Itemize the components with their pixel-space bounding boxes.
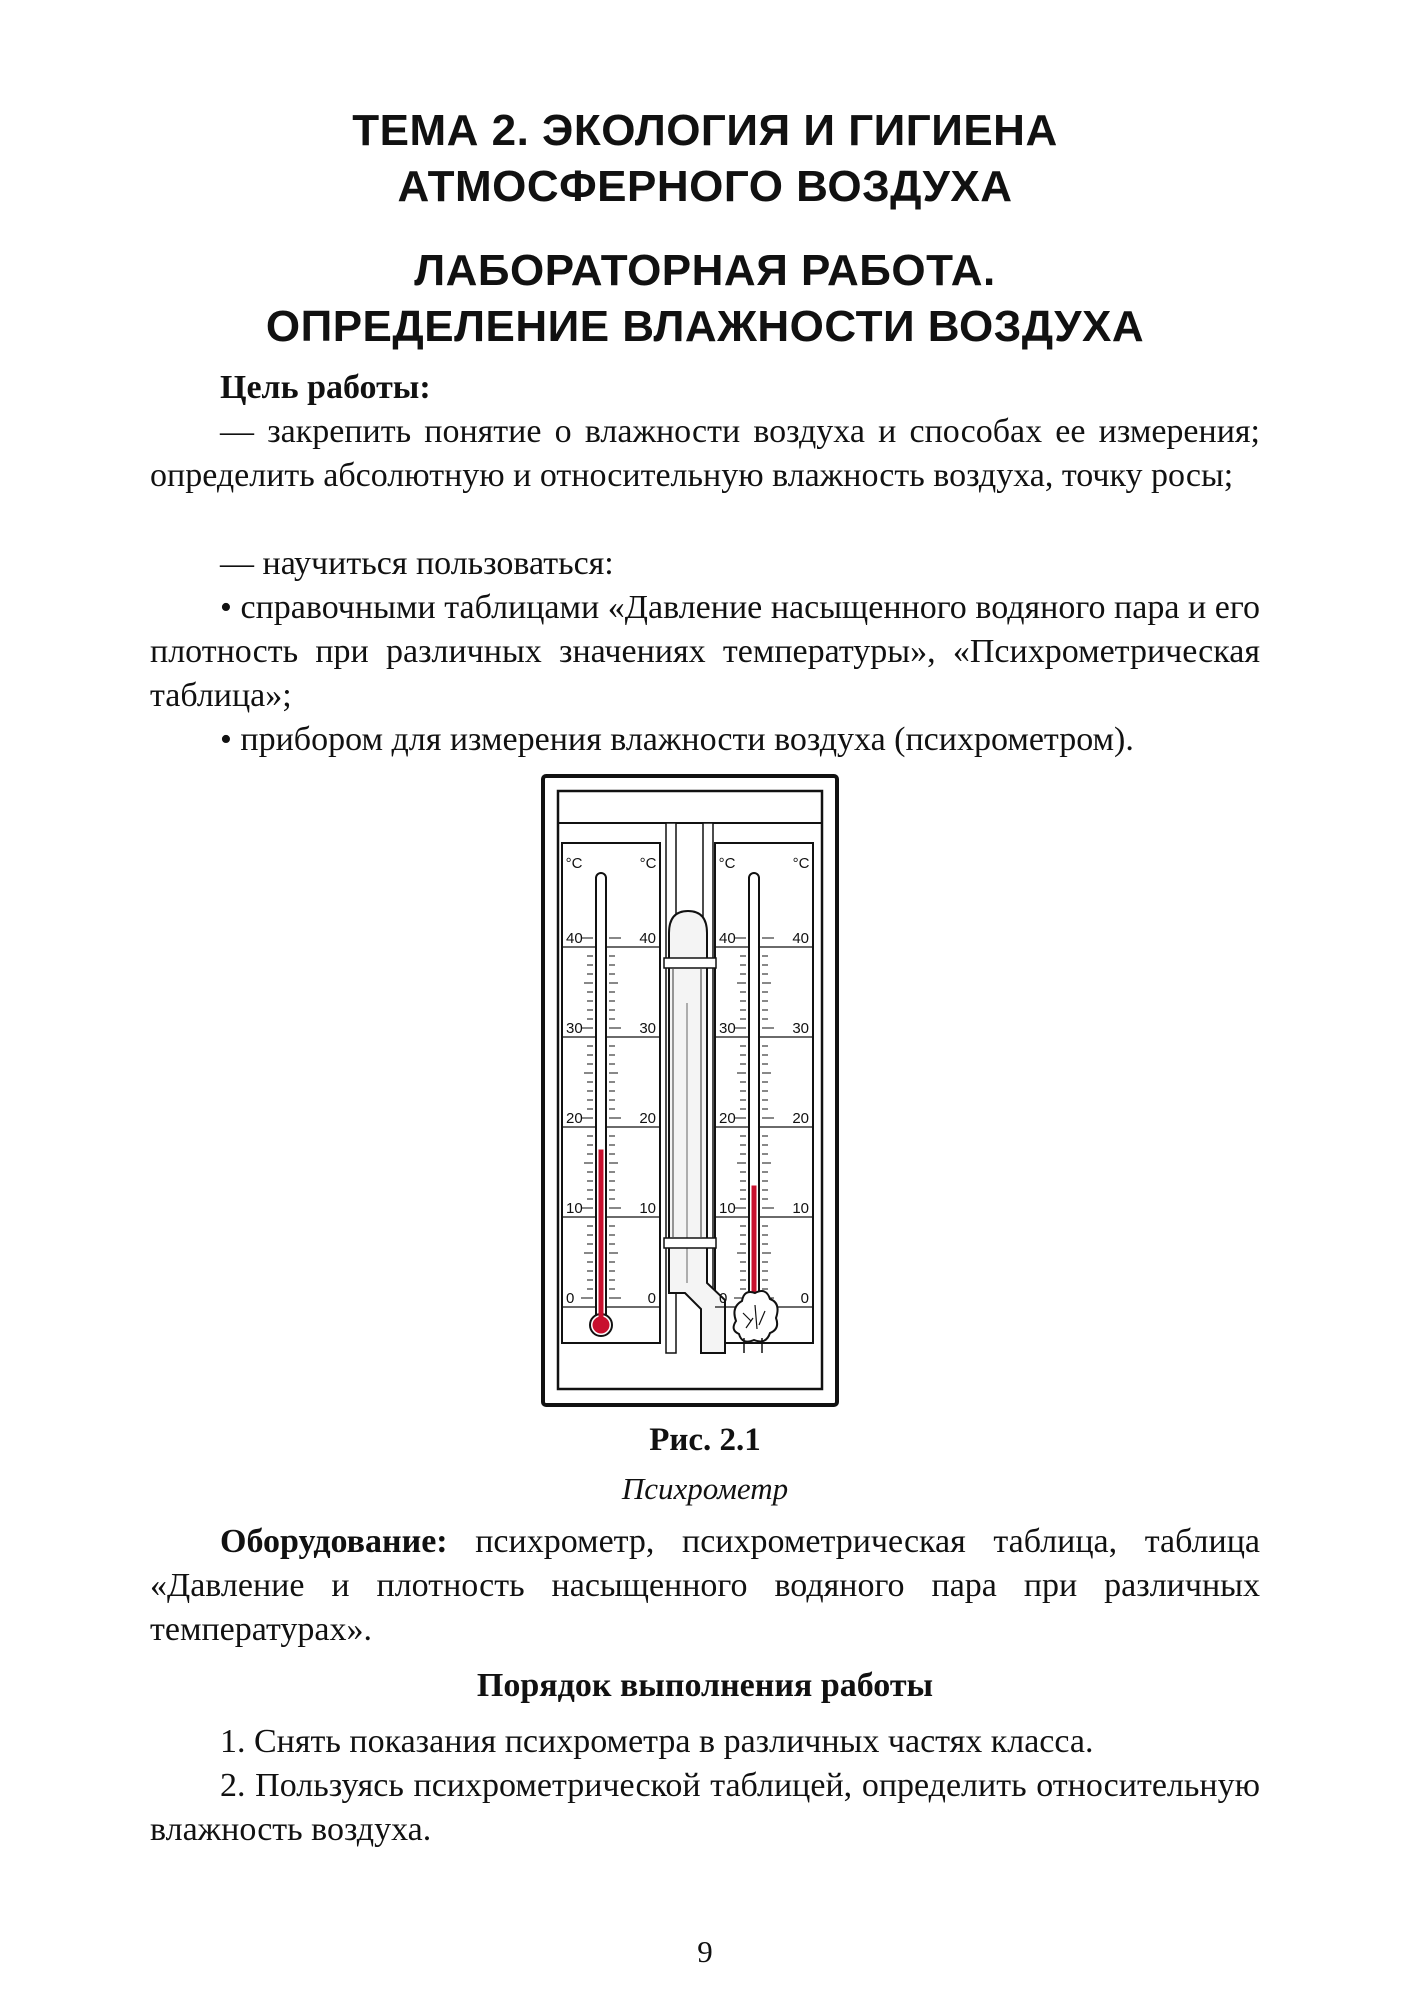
dry-unit-left: °C <box>565 855 583 872</box>
dry-tick-label-right: 40 <box>639 930 656 947</box>
dry-thermometer-mercury <box>599 1150 604 1326</box>
wet-tick-label-left: 10 <box>719 1200 736 1217</box>
wet-tick-label-left: 40 <box>719 930 736 947</box>
dry-tick-label-right: 0 <box>647 1290 656 1307</box>
dry-tick-label-right: 10 <box>639 1200 656 1217</box>
wet-unit-right: °C <box>792 855 810 872</box>
goals-heading: Цель работы: <box>220 369 431 406</box>
reservoir-clamp-top <box>664 958 716 968</box>
page-number: 9 <box>697 1934 713 1969</box>
equipment-text: психрометр, психрометрическая таблица, таблица «Давление и плотность насыщенного водяного пара при различных температурах». <box>150 1523 1260 1648</box>
lab-title <box>150 243 1260 355</box>
psychrometer-figure <box>540 773 840 1408</box>
dry-tick-label-right: 30 <box>639 1020 656 1037</box>
wet-tick-label-right: 0 <box>800 1290 809 1307</box>
lab-title-line-1: ЛАБОРАТОРНАЯ РАБОТА. <box>414 246 996 295</box>
equipment-label: Оборудование: <box>220 1523 448 1560</box>
goal-item-1: — закрепить понятие о влажности воздуха и способах ее измерения; определить абсолютную и относительную влажность воздуха, точку росы; <box>150 413 1260 494</box>
dry-tick-label-left: 40 <box>566 930 583 947</box>
dry-unit-right: °C <box>639 855 657 872</box>
wet-tick-label-left: 30 <box>719 1020 736 1037</box>
topic-title-line-2: АТМОСФЕРНОГО ВОЗДУХА <box>397 162 1013 211</box>
dry-tick-label-left: 30 <box>566 1020 583 1037</box>
wet-scale-panel <box>715 843 813 1343</box>
equipment-paragraph <box>150 1520 1260 1652</box>
dry-tick-label-right: 20 <box>639 1110 656 1127</box>
topic-title-line-1: ТЕМА 2. ЭКОЛОГИЯ И ГИГИЕНА <box>352 106 1058 155</box>
procedure-heading: Порядок выполнения работы <box>476 1667 934 1704</box>
figure-subcaption: Психрометр <box>621 1471 789 1506</box>
wet-tick-label-right: 40 <box>792 930 809 947</box>
goal-item-2a: • справочными таблицами «Давление насыщенного водяного пара и его плотность при различных значениях температуры», «Психрометрическая таблица»; <box>150 589 1260 714</box>
procedure-step-1: 1. Снять показания психрометра в различных частях класса. <box>220 1723 1094 1760</box>
dry-tick-label-left: 0 <box>566 1290 575 1307</box>
wet-tick-label-left: 0 <box>719 1290 728 1307</box>
dry-tick-label-left: 20 <box>566 1110 583 1127</box>
reservoir-clamp-bottom <box>664 1238 716 1248</box>
goal-item-2b: • прибором для измерения влажности воздуха (психрометром). <box>220 721 1134 758</box>
dry-scale-panel <box>562 843 660 1343</box>
dry-tick-label-left: 10 <box>566 1200 583 1217</box>
topic-title <box>150 103 1260 215</box>
wet-tick-label-right: 30 <box>792 1020 809 1037</box>
lab-title-line-2: ОПРЕДЕЛЕНИЕ ВЛАЖНОСТИ ВОЗДУХА <box>265 302 1145 351</box>
wet-unit-left: °C <box>718 855 736 872</box>
goal-item-2: — научиться пользоваться: <box>220 545 614 582</box>
procedure-step-2: 2. Пользуясь психрометрической таблицей, определить относительную влажность воздуха. <box>150 1767 1260 1848</box>
wet-tick-label-left: 20 <box>719 1110 736 1127</box>
dry-thermometer-bulb <box>593 1317 610 1334</box>
wet-tick-label-right: 10 <box>792 1200 809 1217</box>
figure-caption: Рис. 2.1 <box>649 1422 761 1458</box>
wet-tick-label-right: 20 <box>792 1110 809 1127</box>
